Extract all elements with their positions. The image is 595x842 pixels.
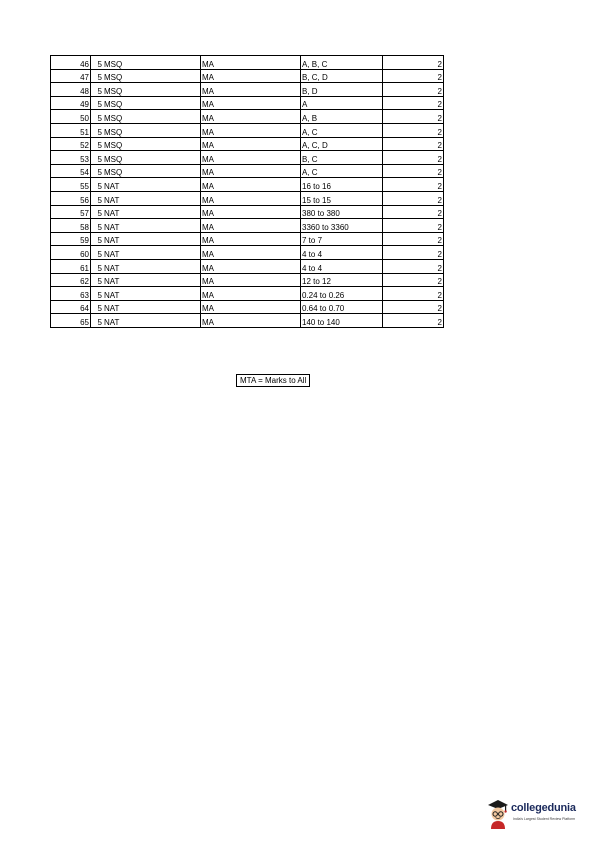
answer-cell: 0.64 to 0.70 xyxy=(301,300,383,314)
key-cell: MA xyxy=(201,219,301,233)
key-cell: MA xyxy=(201,246,301,260)
answer-cell: A, C, D xyxy=(301,137,383,151)
table-row xyxy=(51,273,444,287)
section-cell: 5 xyxy=(91,110,104,124)
section-cell: 5 xyxy=(91,219,104,233)
answer-cell: 7 to 7 xyxy=(301,232,383,246)
key-cell: MA xyxy=(201,273,301,287)
answer-cell: 140 to 140 xyxy=(301,314,383,328)
question-number-cell: 52 xyxy=(51,137,91,151)
answer-cell: A, B xyxy=(301,110,383,124)
table-row xyxy=(51,191,444,205)
question-type-cell: NAT xyxy=(103,259,201,273)
section-cell: 5 xyxy=(91,96,104,110)
marks-cell: 2 xyxy=(383,110,444,124)
section-cell: 5 xyxy=(91,205,104,219)
marks-cell: 2 xyxy=(383,273,444,287)
answer-cell: 16 to 16 xyxy=(301,178,383,192)
question-number-cell: 65 xyxy=(51,314,91,328)
section-cell: 5 xyxy=(91,273,104,287)
question-number-cell: 46 xyxy=(51,56,91,70)
question-type-cell: MSQ xyxy=(103,137,201,151)
table-row xyxy=(51,314,444,328)
key-cell: MA xyxy=(201,287,301,301)
key-cell: MA xyxy=(201,137,301,151)
question-type-cell: MSQ xyxy=(103,83,201,97)
key-cell: MA xyxy=(201,164,301,178)
table-row xyxy=(51,178,444,192)
key-cell: MA xyxy=(201,69,301,83)
table-row xyxy=(51,259,444,273)
question-type-cell: NAT xyxy=(103,246,201,260)
marks-cell: 2 xyxy=(383,137,444,151)
table-row xyxy=(51,69,444,83)
question-type-cell: MSQ xyxy=(103,164,201,178)
section-cell: 5 xyxy=(91,137,104,151)
answer-key-table xyxy=(50,55,444,328)
key-cell: MA xyxy=(201,151,301,165)
question-type-cell: NAT xyxy=(103,205,201,219)
table-row xyxy=(51,96,444,110)
answer-cell: B, C xyxy=(301,151,383,165)
marks-cell: 2 xyxy=(383,83,444,97)
section-cell: 5 xyxy=(91,83,104,97)
answer-key-body xyxy=(51,56,444,328)
answer-cell: 15 to 15 xyxy=(301,191,383,205)
section-cell: 5 xyxy=(91,246,104,260)
question-type-cell: NAT xyxy=(103,178,201,192)
question-number-cell: 49 xyxy=(51,96,91,110)
section-cell: 5 xyxy=(91,232,104,246)
table-row xyxy=(51,232,444,246)
answer-cell: A, B, C xyxy=(301,56,383,70)
key-cell: MA xyxy=(201,96,301,110)
marks-cell: 2 xyxy=(383,191,444,205)
key-cell: MA xyxy=(201,83,301,97)
mascot-icon xyxy=(486,798,510,830)
table-row xyxy=(51,164,444,178)
key-cell: MA xyxy=(201,56,301,70)
question-number-cell: 63 xyxy=(51,287,91,301)
question-type-cell: MSQ xyxy=(103,151,201,165)
question-type-cell: MSQ xyxy=(103,123,201,137)
table-row xyxy=(51,110,444,124)
brand-tagline: India's Largest Student Review Platform xyxy=(513,817,576,821)
question-type-cell: NAT xyxy=(103,232,201,246)
key-cell: MA xyxy=(201,232,301,246)
question-number-cell: 53 xyxy=(51,151,91,165)
table-row xyxy=(51,151,444,165)
question-type-cell: NAT xyxy=(103,287,201,301)
answer-cell: 380 to 380 xyxy=(301,205,383,219)
table-row xyxy=(51,300,444,314)
question-number-cell: 47 xyxy=(51,69,91,83)
section-cell: 5 xyxy=(91,56,104,70)
question-number-cell: 62 xyxy=(51,273,91,287)
marks-cell: 2 xyxy=(383,56,444,70)
key-cell: MA xyxy=(201,205,301,219)
key-cell: MA xyxy=(201,191,301,205)
marks-cell: 2 xyxy=(383,123,444,137)
question-type-cell: NAT xyxy=(103,273,201,287)
section-cell: 5 xyxy=(91,259,104,273)
question-type-cell: MSQ xyxy=(103,56,201,70)
table-row xyxy=(51,137,444,151)
key-cell: MA xyxy=(201,123,301,137)
answer-cell: 0.24 to 0.26 xyxy=(301,287,383,301)
question-number-cell: 64 xyxy=(51,300,91,314)
answer-cell: B, D xyxy=(301,83,383,97)
marks-cell: 2 xyxy=(383,314,444,328)
section-cell: 5 xyxy=(91,314,104,328)
marks-cell: 2 xyxy=(383,246,444,260)
marks-cell: 2 xyxy=(383,151,444,165)
question-type-cell: MSQ xyxy=(103,69,201,83)
table-row xyxy=(51,287,444,301)
question-number-cell: 61 xyxy=(51,259,91,273)
section-cell: 5 xyxy=(91,164,104,178)
table-row xyxy=(51,219,444,233)
table-row xyxy=(51,56,444,70)
marks-cell: 2 xyxy=(383,205,444,219)
question-type-cell: MSQ xyxy=(103,110,201,124)
marks-cell: 2 xyxy=(383,69,444,83)
question-number-cell: 58 xyxy=(51,219,91,233)
question-number-cell: 59 xyxy=(51,232,91,246)
question-number-cell: 50 xyxy=(51,110,91,124)
question-type-cell: NAT xyxy=(103,300,201,314)
question-type-cell: MSQ xyxy=(103,96,201,110)
answer-cell: 4 to 4 xyxy=(301,246,383,260)
table-row xyxy=(51,246,444,260)
section-cell: 5 xyxy=(91,300,104,314)
question-type-cell: NAT xyxy=(103,314,201,328)
marks-cell: 2 xyxy=(383,287,444,301)
section-cell: 5 xyxy=(91,151,104,165)
marks-cell: 2 xyxy=(383,96,444,110)
answer-cell: A xyxy=(301,96,383,110)
key-cell: MA xyxy=(201,314,301,328)
key-cell: MA xyxy=(201,178,301,192)
answer-cell: A, C xyxy=(301,164,383,178)
section-cell: 5 xyxy=(91,178,104,192)
question-number-cell: 57 xyxy=(51,205,91,219)
marks-cell: 2 xyxy=(383,232,444,246)
question-number-cell: 60 xyxy=(51,246,91,260)
question-number-cell: 55 xyxy=(51,178,91,192)
section-cell: 5 xyxy=(91,191,104,205)
answer-cell: B, C, D xyxy=(301,69,383,83)
key-cell: MA xyxy=(201,259,301,273)
key-cell: MA xyxy=(201,300,301,314)
table-row xyxy=(51,123,444,137)
question-number-cell: 48 xyxy=(51,83,91,97)
collegedunia-logo xyxy=(486,798,590,832)
question-type-cell: NAT xyxy=(103,219,201,233)
marks-cell: 2 xyxy=(383,300,444,314)
answer-cell: 4 to 4 xyxy=(301,259,383,273)
section-cell: 5 xyxy=(91,123,104,137)
answer-cell: A, C xyxy=(301,123,383,137)
answer-cell: 12 to 12 xyxy=(301,273,383,287)
question-number-cell: 54 xyxy=(51,164,91,178)
legend-note: MTA = Marks to All xyxy=(236,374,310,387)
question-type-cell: NAT xyxy=(103,191,201,205)
marks-cell: 2 xyxy=(383,219,444,233)
marks-cell: 2 xyxy=(383,178,444,192)
marks-cell: 2 xyxy=(383,164,444,178)
key-cell: MA xyxy=(201,110,301,124)
section-cell: 5 xyxy=(91,69,104,83)
marks-cell: 2 xyxy=(383,259,444,273)
table-row xyxy=(51,205,444,219)
section-cell: 5 xyxy=(91,287,104,301)
answer-cell: 3360 to 3360 xyxy=(301,219,383,233)
table-row xyxy=(51,83,444,97)
question-number-cell: 56 xyxy=(51,191,91,205)
question-number-cell: 51 xyxy=(51,123,91,137)
brand-name: collegedunia xyxy=(511,802,576,814)
